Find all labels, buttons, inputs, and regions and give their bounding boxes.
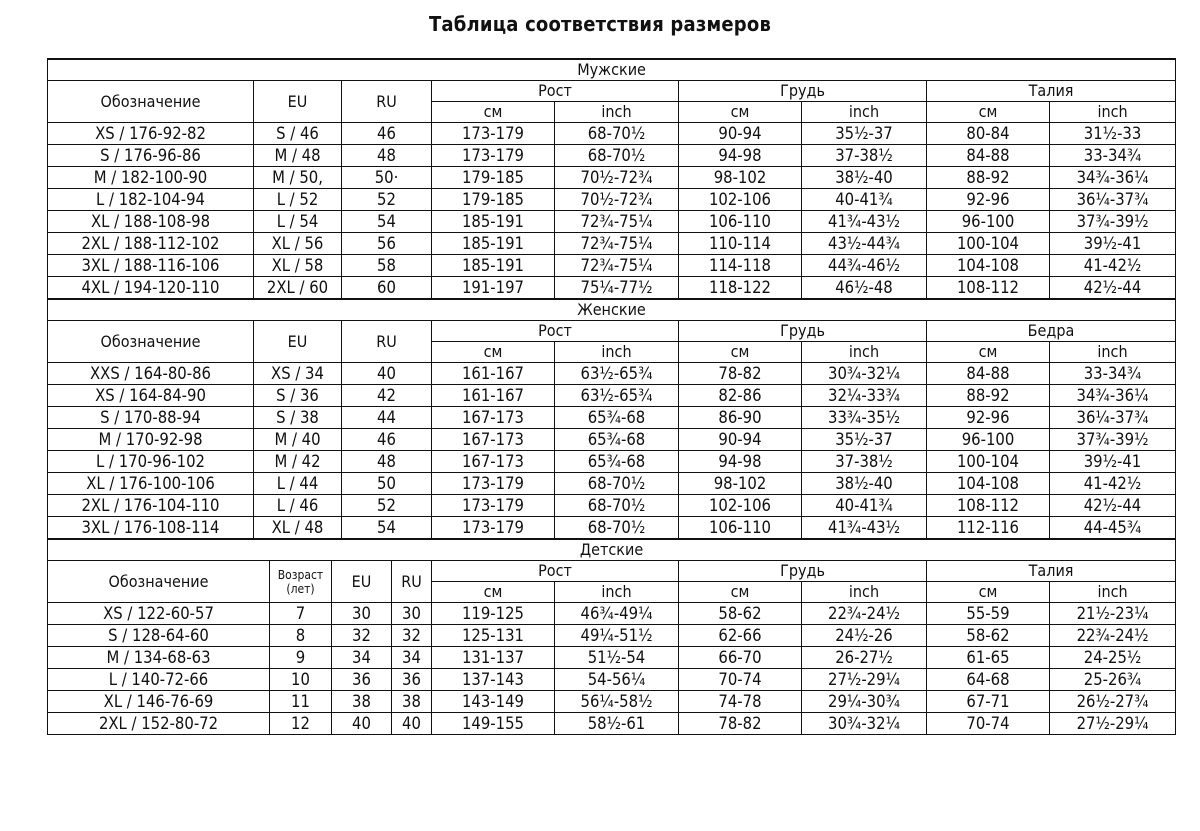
table-cell: 102-106 bbox=[679, 189, 802, 211]
size-designation-cell: XS / 176-92-82 bbox=[48, 123, 254, 145]
kids-size-table bbox=[47, 539, 1176, 735]
table-cell: 54 bbox=[342, 211, 432, 233]
table-cell: 39½-41 bbox=[1050, 451, 1176, 473]
table-cell: M / 48 bbox=[254, 145, 342, 167]
table-cell: 106-110 bbox=[679, 517, 802, 539]
table-cell: 27½-29¼ bbox=[1050, 713, 1176, 735]
table-cell: 167-173 bbox=[432, 451, 555, 473]
table-cell: 38 bbox=[332, 691, 392, 713]
table-cell: 11 bbox=[270, 691, 332, 713]
size-designation-cell: 3XL / 176-108-114 bbox=[48, 517, 254, 539]
table-cell: 65¾-68 bbox=[555, 407, 679, 429]
table-cell: 112-116 bbox=[927, 517, 1050, 539]
table-cell: 30 bbox=[392, 603, 432, 625]
size-designation-cell: XL / 188-108-98 bbox=[48, 211, 254, 233]
table-cell: 173-179 bbox=[432, 123, 555, 145]
table-row bbox=[48, 517, 1176, 539]
table-cell: 161-167 bbox=[432, 385, 555, 407]
table-cell: 167-173 bbox=[432, 429, 555, 451]
table-cell: 173-179 bbox=[432, 145, 555, 167]
table-cell: 30 bbox=[332, 603, 392, 625]
table-row bbox=[48, 603, 1176, 625]
table-cell: 114-118 bbox=[679, 255, 802, 277]
table-cell: 90-94 bbox=[679, 123, 802, 145]
header-designation: Обозначение bbox=[48, 81, 254, 123]
table-cell: 149-155 bbox=[432, 713, 555, 735]
table-cell: 106-110 bbox=[679, 211, 802, 233]
size-designation-cell: 2XL / 176-104-110 bbox=[48, 495, 254, 517]
table-cell: 173-179 bbox=[432, 473, 555, 495]
size-designation-cell: XS / 122-60-57 bbox=[48, 603, 270, 625]
table-cell: 38½-40 bbox=[802, 473, 927, 495]
table-cell: 84-88 bbox=[927, 145, 1050, 167]
table-cell: 173-179 bbox=[432, 495, 555, 517]
header-waist: Талия bbox=[927, 81, 1176, 102]
table-cell: 68-70½ bbox=[555, 495, 679, 517]
table-cell: 46 bbox=[342, 123, 432, 145]
table-cell: M / 40 bbox=[254, 429, 342, 451]
table-row bbox=[48, 669, 1176, 691]
table-cell: 48 bbox=[342, 145, 432, 167]
table-cell: 108-112 bbox=[927, 495, 1050, 517]
size-designation-cell: 2XL / 152-80-72 bbox=[48, 713, 270, 735]
table-cell: 31½-33 bbox=[1050, 123, 1176, 145]
table-cell: 24-25½ bbox=[1050, 647, 1176, 669]
table-cell: 26½-27¾ bbox=[1050, 691, 1176, 713]
table-cell: 32 bbox=[392, 625, 432, 647]
table-cell: 65¾-68 bbox=[555, 429, 679, 451]
table-cell: 70-74 bbox=[927, 713, 1050, 735]
table-cell: 118-122 bbox=[679, 277, 802, 299]
table-cell: 50 bbox=[342, 473, 432, 495]
table-cell: 84-88 bbox=[927, 363, 1050, 385]
table-row bbox=[48, 647, 1176, 669]
table-cell: 104-108 bbox=[927, 255, 1050, 277]
women-size-table bbox=[47, 299, 1176, 539]
table-row bbox=[48, 495, 1176, 517]
table-cell: 34¾-36¼ bbox=[1050, 385, 1176, 407]
size-designation-cell: 3XL / 188-116-106 bbox=[48, 255, 254, 277]
size-designation-cell: L / 170-96-102 bbox=[48, 451, 254, 473]
table-cell: XL / 58 bbox=[254, 255, 342, 277]
size-designation-cell: S / 128-64-60 bbox=[48, 625, 270, 647]
table-row bbox=[48, 473, 1176, 495]
header-inch: inch bbox=[802, 582, 927, 603]
table-cell: 63½-65¾ bbox=[555, 385, 679, 407]
header-cm: см bbox=[679, 102, 802, 123]
size-designation-cell: XL / 176-100-106 bbox=[48, 473, 254, 495]
table-cell: 70-74 bbox=[679, 669, 802, 691]
table-cell: 173-179 bbox=[432, 517, 555, 539]
table-cell: M / 42 bbox=[254, 451, 342, 473]
table-cell: XS / 34 bbox=[254, 363, 342, 385]
table-cell: 46½-48 bbox=[802, 277, 927, 299]
table-cell: 48 bbox=[342, 451, 432, 473]
header-inch: inch bbox=[802, 342, 927, 363]
table-row bbox=[48, 189, 1176, 211]
table-cell: 90-94 bbox=[679, 429, 802, 451]
table-cell: 42 bbox=[342, 385, 432, 407]
table-cell: 12 bbox=[270, 713, 332, 735]
size-chart bbox=[47, 58, 1175, 735]
header-inch: inch bbox=[555, 102, 679, 123]
table-row bbox=[48, 363, 1176, 385]
table-cell: 46 bbox=[342, 429, 432, 451]
table-cell: XL / 56 bbox=[254, 233, 342, 255]
table-cell: 108-112 bbox=[927, 277, 1050, 299]
table-cell: 46¾-49¼ bbox=[555, 603, 679, 625]
table-cell: 36¼-37¾ bbox=[1050, 189, 1176, 211]
table-cell: 96-100 bbox=[927, 211, 1050, 233]
table-row bbox=[48, 255, 1176, 277]
table-row bbox=[48, 625, 1176, 647]
table-cell: 36¼-37¾ bbox=[1050, 407, 1176, 429]
header-ru: RU bbox=[342, 81, 432, 123]
header-cm: см bbox=[432, 342, 555, 363]
table-cell: 161-167 bbox=[432, 363, 555, 385]
size-designation-cell: M / 134-68-63 bbox=[48, 647, 270, 669]
table-cell: 110-114 bbox=[679, 233, 802, 255]
table-row bbox=[48, 277, 1176, 299]
table-cell: 41-42½ bbox=[1050, 473, 1176, 495]
header-cm: см bbox=[679, 582, 802, 603]
size-designation-cell: S / 176-96-86 bbox=[48, 145, 254, 167]
size-designation-cell: M / 182-100-90 bbox=[48, 167, 254, 189]
table-row bbox=[48, 211, 1176, 233]
table-cell: 70½-72¾ bbox=[555, 189, 679, 211]
table-cell: L / 44 bbox=[254, 473, 342, 495]
table-cell: 102-106 bbox=[679, 495, 802, 517]
table-cell: 70½-72¾ bbox=[555, 167, 679, 189]
table-cell: 27½-29¼ bbox=[802, 669, 927, 691]
table-cell: 44¾-46½ bbox=[802, 255, 927, 277]
header-chest: Грудь bbox=[679, 561, 927, 582]
table-cell: 51½-54 bbox=[555, 647, 679, 669]
table-cell: 185-191 bbox=[432, 211, 555, 233]
header-cm: см bbox=[927, 582, 1050, 603]
table-cell: 40-41¾ bbox=[802, 495, 927, 517]
table-row bbox=[48, 167, 1176, 189]
table-cell: S / 36 bbox=[254, 385, 342, 407]
table-row bbox=[48, 385, 1176, 407]
size-designation-cell: L / 140-72-66 bbox=[48, 669, 270, 691]
table-row bbox=[48, 123, 1176, 145]
table-cell: 56 bbox=[342, 233, 432, 255]
table-cell: 63½-65¾ bbox=[555, 363, 679, 385]
table-cell: 88-92 bbox=[927, 385, 1050, 407]
table-cell: 40-41¾ bbox=[802, 189, 927, 211]
table-row bbox=[48, 713, 1176, 735]
table-cell: 137-143 bbox=[432, 669, 555, 691]
header-inch: inch bbox=[1050, 102, 1176, 123]
table-cell: 64-68 bbox=[927, 669, 1050, 691]
table-cell: 66-70 bbox=[679, 647, 802, 669]
header-designation: Обозначение bbox=[48, 561, 270, 603]
table-cell: 104-108 bbox=[927, 473, 1050, 495]
header-age: Возраст (лет) bbox=[270, 561, 332, 603]
table-cell: 60 bbox=[342, 277, 432, 299]
table-cell: 37-38½ bbox=[802, 451, 927, 473]
table-cell: 68-70½ bbox=[555, 123, 679, 145]
table-cell: 36 bbox=[392, 669, 432, 691]
table-cell: 40 bbox=[332, 713, 392, 735]
table-cell: 65¾-68 bbox=[555, 451, 679, 473]
table-cell: 74-78 bbox=[679, 691, 802, 713]
size-designation-cell: L / 182-104-94 bbox=[48, 189, 254, 211]
header-cm: см bbox=[927, 102, 1050, 123]
table-cell: 32 bbox=[332, 625, 392, 647]
table-cell: 2XL / 60 bbox=[254, 277, 342, 299]
header-hips: Бедра bbox=[927, 321, 1176, 342]
table-cell: 179-185 bbox=[432, 167, 555, 189]
table-cell: 68-70½ bbox=[555, 473, 679, 495]
table-cell: 50· bbox=[342, 167, 432, 189]
header-inch: inch bbox=[555, 342, 679, 363]
header-cm: см bbox=[432, 102, 555, 123]
table-cell: 44-45¾ bbox=[1050, 517, 1176, 539]
table-cell: 7 bbox=[270, 603, 332, 625]
header-eu: EU bbox=[332, 561, 392, 603]
table-cell: 100-104 bbox=[927, 233, 1050, 255]
table-cell: S / 38 bbox=[254, 407, 342, 429]
table-cell: L / 46 bbox=[254, 495, 342, 517]
header-cm: см bbox=[927, 342, 1050, 363]
header-designation: Обозначение bbox=[48, 321, 254, 363]
table-cell: 179-185 bbox=[432, 189, 555, 211]
table-cell: 41¾-43½ bbox=[802, 211, 927, 233]
table-cell: 25-26¾ bbox=[1050, 669, 1176, 691]
table-cell: 100-104 bbox=[927, 451, 1050, 473]
size-designation-cell: 4XL / 194-120-110 bbox=[48, 277, 254, 299]
table-cell: 58½-61 bbox=[555, 713, 679, 735]
table-cell: L / 54 bbox=[254, 211, 342, 233]
table-cell: 55-59 bbox=[927, 603, 1050, 625]
section-title-kids: Детские bbox=[48, 540, 1176, 561]
header-chest: Грудь bbox=[679, 321, 927, 342]
table-cell: 22¾-24½ bbox=[1050, 625, 1176, 647]
table-cell: 88-92 bbox=[927, 167, 1050, 189]
table-cell: 41¾-43½ bbox=[802, 517, 927, 539]
table-cell: 185-191 bbox=[432, 233, 555, 255]
table-cell: 42½-44 bbox=[1050, 277, 1176, 299]
table-cell: 61-65 bbox=[927, 647, 1050, 669]
table-cell: 35½-37 bbox=[802, 429, 927, 451]
table-cell: 72¾-75¼ bbox=[555, 255, 679, 277]
table-cell: 98-102 bbox=[679, 167, 802, 189]
men-size-table bbox=[47, 58, 1176, 299]
table-cell: 30¾-32¼ bbox=[802, 713, 927, 735]
page-title: Таблица соответствия размеров bbox=[428, 12, 772, 36]
table-cell: 9 bbox=[270, 647, 332, 669]
header-eu: EU bbox=[254, 321, 342, 363]
table-cell: 68-70½ bbox=[555, 145, 679, 167]
table-cell: 72¾-75¼ bbox=[555, 211, 679, 233]
table-cell: 8 bbox=[270, 625, 332, 647]
table-row bbox=[48, 691, 1176, 713]
table-cell: 40 bbox=[342, 363, 432, 385]
size-designation-cell: S / 170-88-94 bbox=[48, 407, 254, 429]
table-cell: 185-191 bbox=[432, 255, 555, 277]
table-cell: 58-62 bbox=[927, 625, 1050, 647]
table-cell: 75¼-77½ bbox=[555, 277, 679, 299]
table-row bbox=[48, 407, 1176, 429]
table-cell: 80-84 bbox=[927, 123, 1050, 145]
table-cell: 52 bbox=[342, 495, 432, 517]
table-cell: 94-98 bbox=[679, 451, 802, 473]
table-cell: 42½-44 bbox=[1050, 495, 1176, 517]
table-cell: 40 bbox=[392, 713, 432, 735]
table-cell: L / 52 bbox=[254, 189, 342, 211]
header-eu: EU bbox=[254, 81, 342, 123]
table-cell: 43½-44¾ bbox=[802, 233, 927, 255]
table-cell: 21½-23¼ bbox=[1050, 603, 1176, 625]
header-height: Рост bbox=[432, 561, 679, 582]
table-cell: 33¾-35½ bbox=[802, 407, 927, 429]
table-cell: 58-62 bbox=[679, 603, 802, 625]
table-row bbox=[48, 429, 1176, 451]
table-cell: 34¾-36¼ bbox=[1050, 167, 1176, 189]
section-title-men: Мужские bbox=[48, 59, 1176, 81]
header-ru: RU bbox=[342, 321, 432, 363]
header-cm: см bbox=[679, 342, 802, 363]
table-cell: 68-70½ bbox=[555, 517, 679, 539]
table-cell: 72¾-75¼ bbox=[555, 233, 679, 255]
table-cell: 37-38½ bbox=[802, 145, 927, 167]
table-cell: 35½-37 bbox=[802, 123, 927, 145]
size-designation-cell: XXS / 164-80-86 bbox=[48, 363, 254, 385]
header-height: Рост bbox=[432, 81, 679, 102]
table-cell: 30¾-32¼ bbox=[802, 363, 927, 385]
table-cell: 37¾-39½ bbox=[1050, 211, 1176, 233]
table-cell: 34 bbox=[332, 647, 392, 669]
table-cell: S / 46 bbox=[254, 123, 342, 145]
table-cell: 32¼-33¾ bbox=[802, 385, 927, 407]
size-designation-cell: XL / 146-76-69 bbox=[48, 691, 270, 713]
table-cell: 38½-40 bbox=[802, 167, 927, 189]
table-cell: 78-82 bbox=[679, 363, 802, 385]
size-designation-cell: M / 170-92-98 bbox=[48, 429, 254, 451]
table-cell: 56¼-58½ bbox=[555, 691, 679, 713]
header-ru: RU bbox=[392, 561, 432, 603]
table-cell: 33-34¾ bbox=[1050, 145, 1176, 167]
table-cell: 119-125 bbox=[432, 603, 555, 625]
table-cell: 54 bbox=[342, 517, 432, 539]
header-inch: inch bbox=[802, 102, 927, 123]
table-cell: 10 bbox=[270, 669, 332, 691]
header-waist: Талия bbox=[927, 561, 1176, 582]
table-cell: 26-27½ bbox=[802, 647, 927, 669]
table-cell: 98-102 bbox=[679, 473, 802, 495]
table-cell: 24½-26 bbox=[802, 625, 927, 647]
table-cell: 52 bbox=[342, 189, 432, 211]
size-designation-cell: 2XL / 188-112-102 bbox=[48, 233, 254, 255]
header-inch: inch bbox=[555, 582, 679, 603]
table-cell: 49¼-51½ bbox=[555, 625, 679, 647]
section-title-women: Женские bbox=[48, 300, 1176, 321]
table-cell: 143-149 bbox=[432, 691, 555, 713]
table-cell: 131-137 bbox=[432, 647, 555, 669]
table-cell: 86-90 bbox=[679, 407, 802, 429]
table-cell: 58 bbox=[342, 255, 432, 277]
header-inch: inch bbox=[1050, 342, 1176, 363]
table-cell: 22¾-24½ bbox=[802, 603, 927, 625]
table-cell: 62-66 bbox=[679, 625, 802, 647]
table-cell: 54-56¼ bbox=[555, 669, 679, 691]
table-cell: XL / 48 bbox=[254, 517, 342, 539]
table-cell: 44 bbox=[342, 407, 432, 429]
table-cell: 36 bbox=[332, 669, 392, 691]
table-cell: 38 bbox=[392, 691, 432, 713]
table-row bbox=[48, 233, 1176, 255]
header-inch: inch bbox=[1050, 582, 1176, 603]
table-cell: 41-42½ bbox=[1050, 255, 1176, 277]
table-cell: 92-96 bbox=[927, 407, 1050, 429]
table-cell: 37¾-39½ bbox=[1050, 429, 1176, 451]
header-height: Рост bbox=[432, 321, 679, 342]
table-cell: 125-131 bbox=[432, 625, 555, 647]
table-cell: 34 bbox=[392, 647, 432, 669]
table-cell: 167-173 bbox=[432, 407, 555, 429]
table-cell: 29¼-30¾ bbox=[802, 691, 927, 713]
table-cell: 92-96 bbox=[927, 189, 1050, 211]
table-cell: 39½-41 bbox=[1050, 233, 1176, 255]
table-cell: 67-71 bbox=[927, 691, 1050, 713]
table-row bbox=[48, 451, 1176, 473]
table-cell: 33-34¾ bbox=[1050, 363, 1176, 385]
size-designation-cell: XS / 164-84-90 bbox=[48, 385, 254, 407]
table-row bbox=[48, 145, 1176, 167]
table-cell: 96-100 bbox=[927, 429, 1050, 451]
table-cell: 94-98 bbox=[679, 145, 802, 167]
table-cell: 78-82 bbox=[679, 713, 802, 735]
header-chest: Грудь bbox=[679, 81, 927, 102]
header-cm: см bbox=[432, 582, 555, 603]
table-cell: 191-197 bbox=[432, 277, 555, 299]
table-cell: M / 50, bbox=[254, 167, 342, 189]
table-cell: 82-86 bbox=[679, 385, 802, 407]
